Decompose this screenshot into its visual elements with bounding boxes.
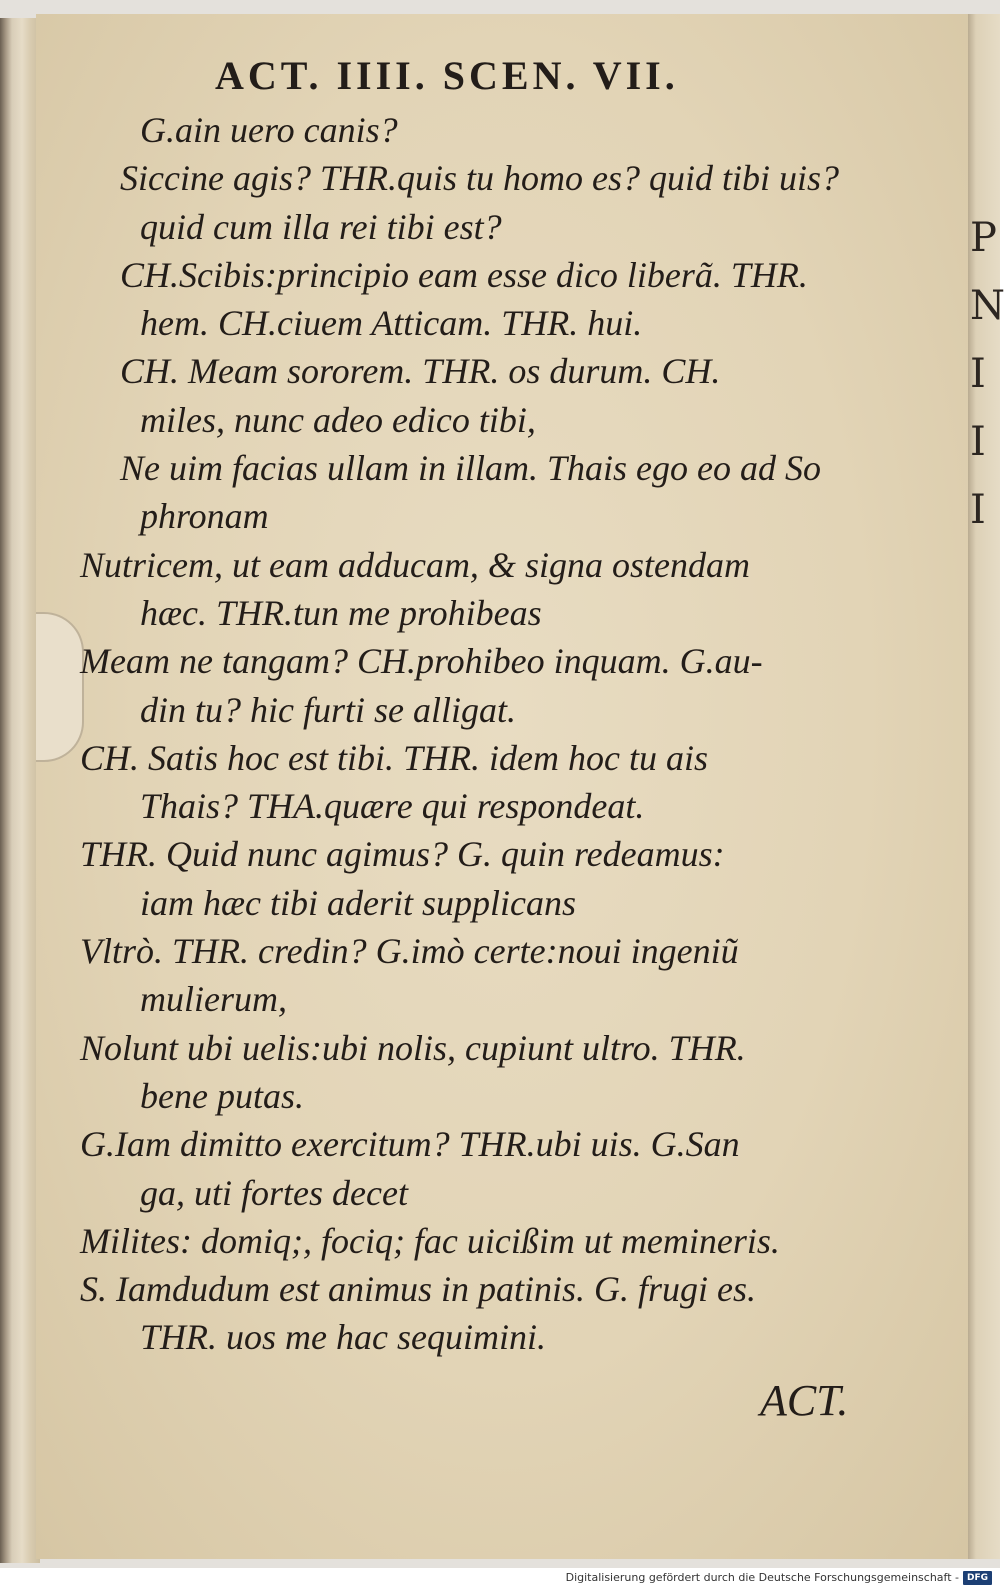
page-header: ACT. IIII. SCEN. VII. bbox=[215, 53, 679, 98]
text-line: CH. Satis hoc est tibi. THR. idem hoc tu ais bbox=[80, 737, 708, 778]
text-line: THR. uos me hac sequimini. bbox=[140, 1317, 546, 1358]
text-line: quid cum illa rei tibi est? bbox=[140, 206, 502, 247]
footer-text: Digitalisierung gefördert durch die Deutsche Forschungsgemeinschaft - bbox=[565, 1571, 959, 1584]
dfg-logo: DFG bbox=[963, 1571, 992, 1585]
text-line: Ne uim facias ullam in illam. Thais ego eo ad So bbox=[120, 448, 821, 489]
next-page-letter: N bbox=[970, 283, 1005, 329]
text-line: G.ain uero canis? bbox=[140, 110, 398, 150]
catchword: ACT. bbox=[760, 1376, 849, 1425]
text-line: CH. Meam sororem. THR. os durum. CH. bbox=[120, 351, 721, 392]
text-line: THR. Quid nunc agimus? G. quin redeamus: bbox=[80, 834, 725, 875]
text-line: din tu? hic furti se alligat. bbox=[140, 689, 516, 730]
text-line: miles, nunc adeo edico tibi, bbox=[140, 399, 536, 440]
text-line: Milites: domiq;, fociq; fac uicißim ut memineris. bbox=[80, 1220, 780, 1261]
text-line: Vltrò. THR. credin? G.imò certe:noui ingeniũ bbox=[80, 931, 739, 972]
page-tab bbox=[36, 612, 84, 762]
text-block bbox=[80, 106, 920, 1362]
text-line: bene putas. bbox=[140, 1075, 304, 1116]
text-line: Meam ne tangam? CH.prohibeo inquam. G.au- bbox=[80, 641, 763, 682]
next-page-letter: P bbox=[970, 215, 997, 261]
text-line: Nutricem, ut eam adducam, & signa ostendam bbox=[80, 544, 750, 585]
text-line: hæc. THR.tun me prohibeas bbox=[140, 592, 542, 633]
footer bbox=[0, 1568, 1000, 1588]
next-page-letter: I bbox=[970, 419, 986, 465]
text-line: mulierum, bbox=[140, 979, 287, 1020]
text-line: ga, uti fortes decet bbox=[140, 1172, 408, 1213]
text-line: Thais? THA.quære qui respondeat. bbox=[140, 786, 645, 827]
text-line: CH.Scibis:principio eam esse dico liberã. THR. bbox=[120, 254, 808, 295]
text-line: S. Iamdudum est animus in patinis. G. frugi es. bbox=[80, 1269, 757, 1310]
text-line: hem. CH.ciuem Atticam. THR. hui. bbox=[140, 303, 643, 344]
next-page-letter: I bbox=[970, 351, 986, 397]
next-page-letter: I bbox=[970, 487, 986, 533]
next-page-letters bbox=[970, 215, 1005, 558]
text-line: phronam bbox=[140, 496, 269, 537]
text-line: G.Iam dimitto exercitum? THR.ubi uis. G.San bbox=[80, 1124, 740, 1165]
text-line: iam hæc tibi aderit supplicans bbox=[140, 882, 576, 923]
book-edge-left bbox=[0, 18, 40, 1563]
text-line: Siccine agis? THR.quis tu homo es? quid tibi uis? bbox=[120, 158, 839, 199]
text-line: Nolunt ubi uelis:ubi nolis, cupiunt ultro. THR. bbox=[80, 1027, 746, 1068]
